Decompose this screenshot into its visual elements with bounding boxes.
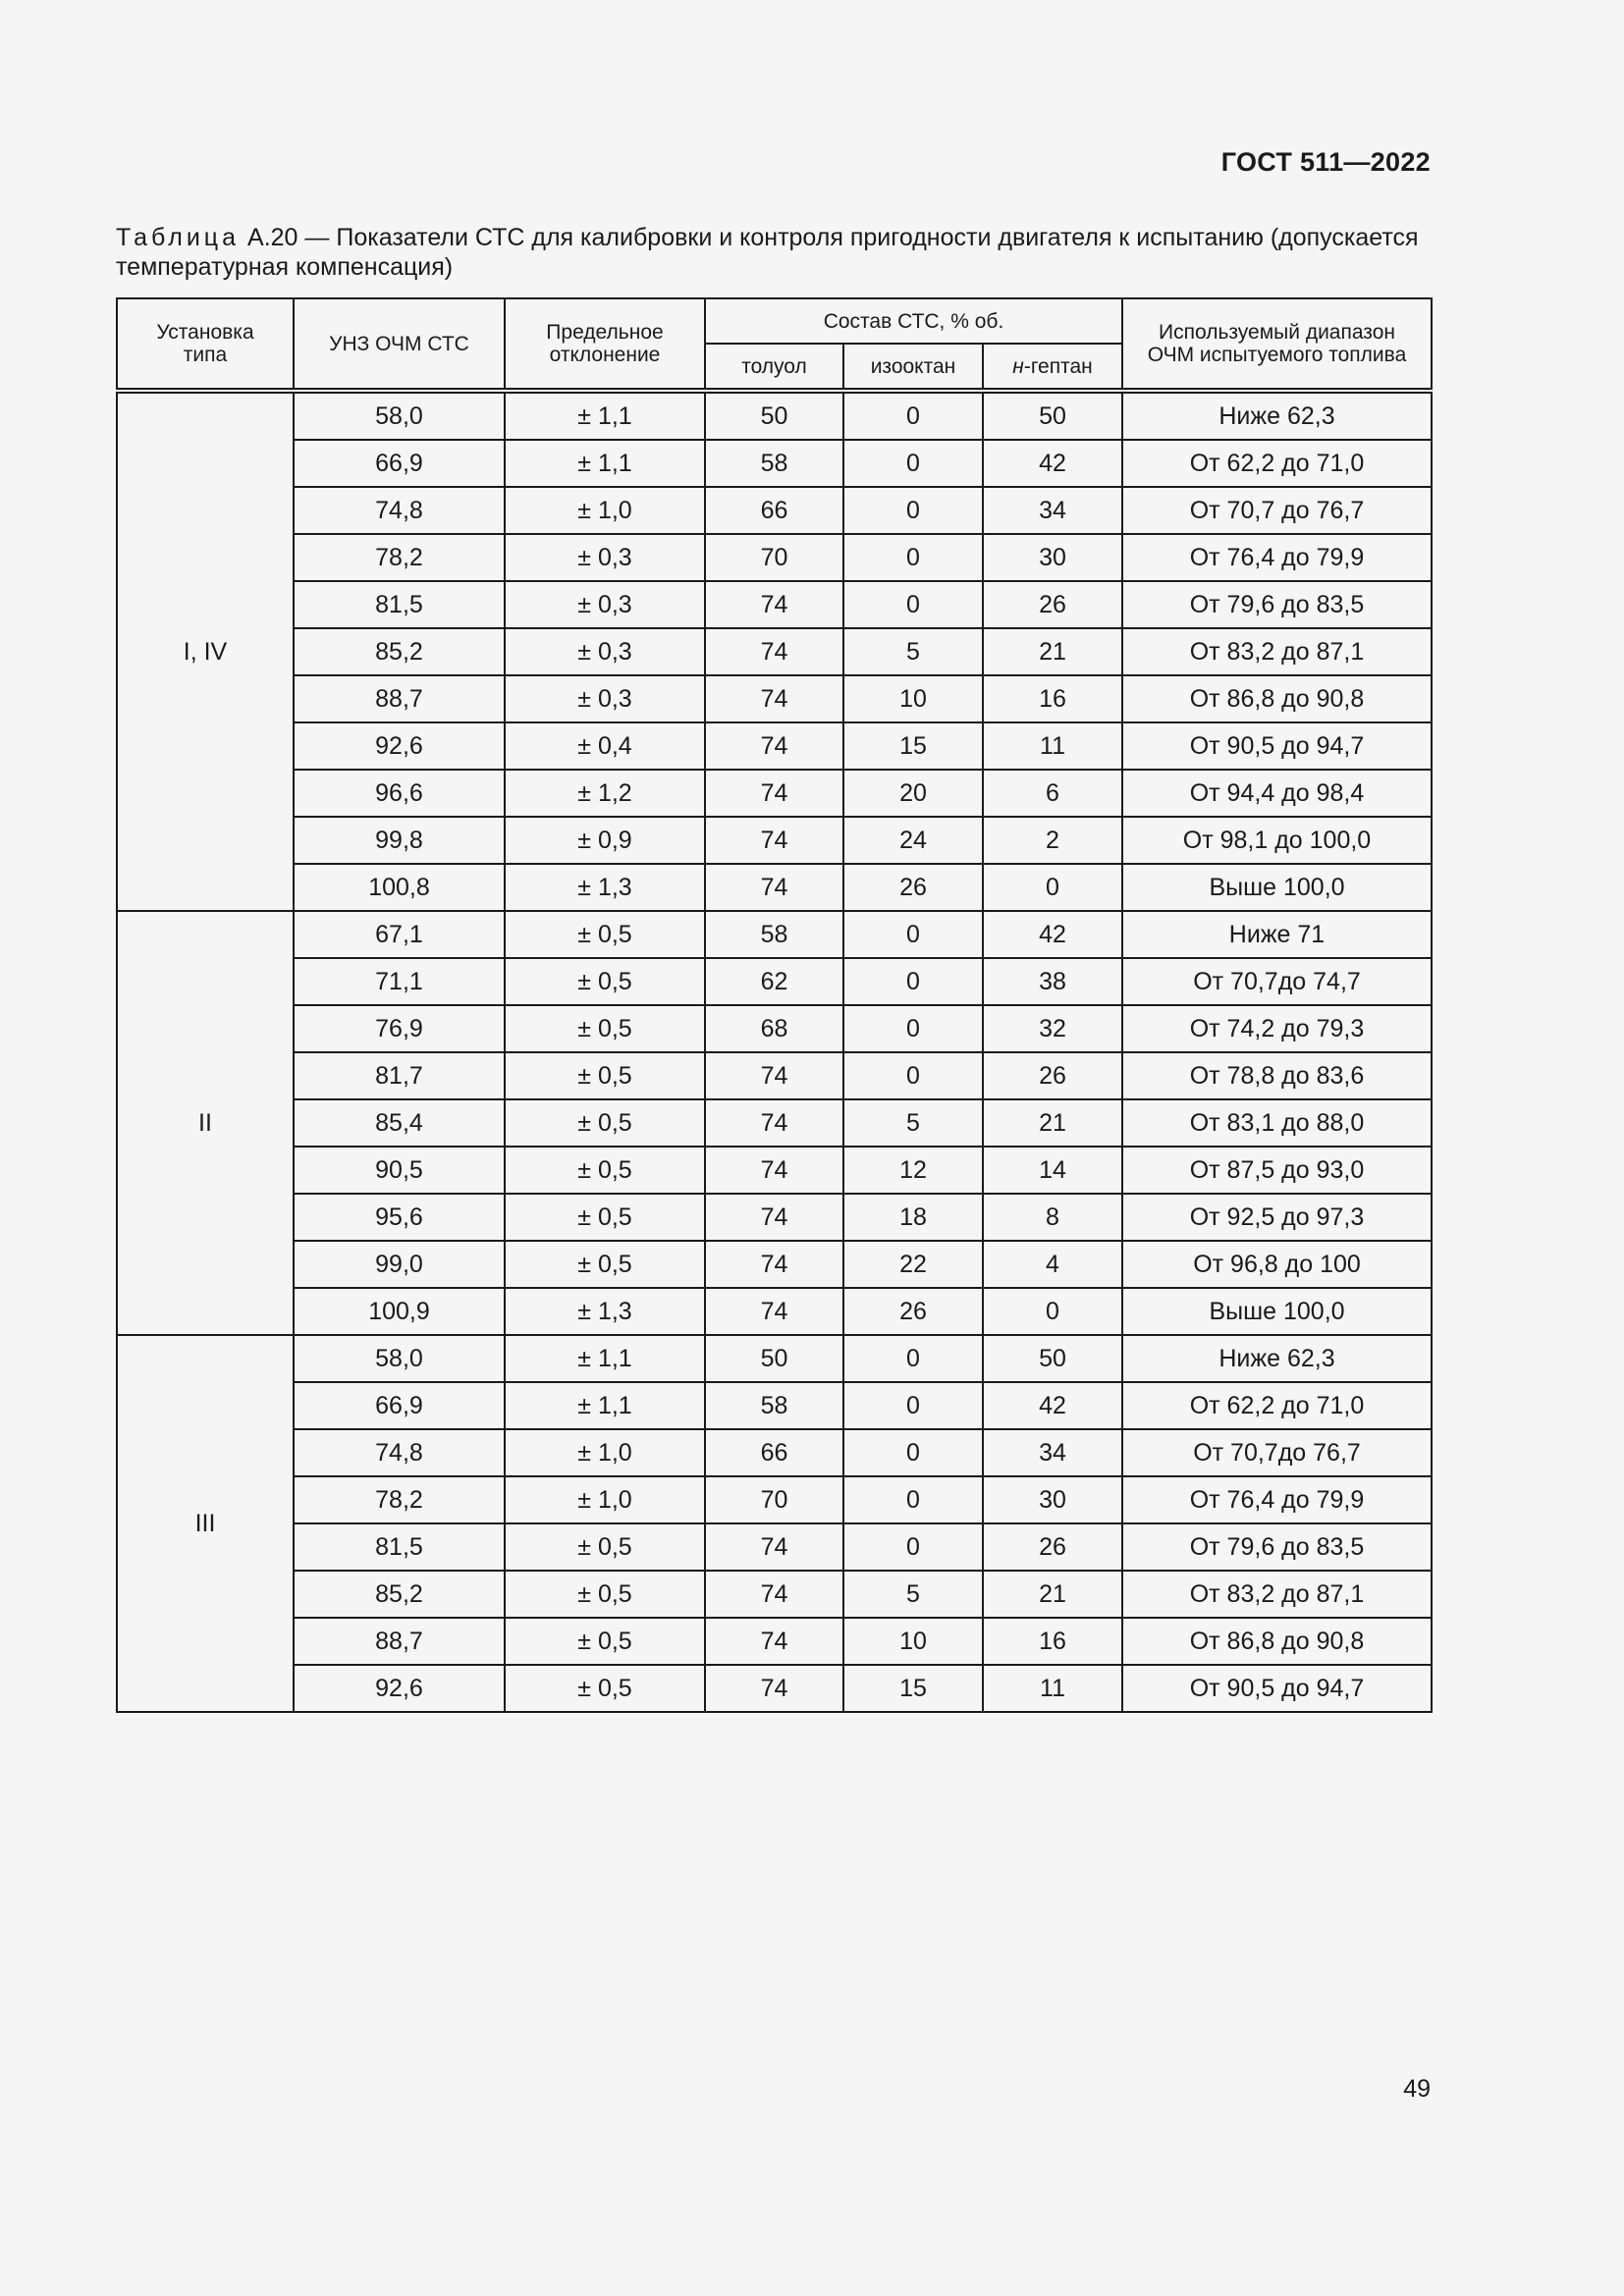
range-cell: От 94,4 до 98,4 [1122, 770, 1432, 817]
installation-type-cell: III [117, 1335, 294, 1712]
range-cell: От 83,2 до 87,1 [1122, 628, 1432, 675]
range-cell: От 74,2 до 79,3 [1122, 1005, 1432, 1052]
toluene-cell: 74 [705, 1523, 843, 1571]
uns-och-cell: 81,7 [294, 1052, 505, 1099]
heptane-cell: 26 [983, 581, 1122, 628]
heptane-cell: 30 [983, 1476, 1122, 1523]
deviation-cell: ± 1,1 [505, 1382, 705, 1429]
heptane-cell: 42 [983, 911, 1122, 958]
table-row [117, 581, 1432, 628]
range-cell: От 90,5 до 94,7 [1122, 722, 1432, 770]
range-cell: От 79,6 до 83,5 [1122, 581, 1432, 628]
table-row [117, 391, 1432, 440]
header-isooctane: изооктан [843, 344, 983, 391]
heptane-cell: 11 [983, 722, 1122, 770]
isooctane-cell: 20 [843, 770, 983, 817]
uns-och-cell: 88,7 [294, 1618, 505, 1665]
toluene-cell: 70 [705, 1476, 843, 1523]
uns-och-cell: 58,0 [294, 1335, 505, 1382]
deviation-cell: ± 0,3 [505, 581, 705, 628]
isooctane-cell: 0 [843, 581, 983, 628]
table-row [117, 1099, 1432, 1147]
table-row [117, 628, 1432, 675]
isooctane-cell: 0 [843, 391, 983, 440]
deviation-cell: ± 0,3 [505, 675, 705, 722]
heptane-cell: 42 [983, 440, 1122, 487]
toluene-cell: 74 [705, 1288, 843, 1335]
toluene-cell: 74 [705, 581, 843, 628]
isooctane-cell: 0 [843, 1523, 983, 1571]
isooctane-cell: 0 [843, 958, 983, 1005]
heptane-prefix: н [1012, 354, 1024, 378]
heptane-cell: 32 [983, 1005, 1122, 1052]
uns-och-cell: 81,5 [294, 1523, 505, 1571]
heptane-cell: 26 [983, 1052, 1122, 1099]
heptane-cell: 16 [983, 1618, 1122, 1665]
uns-och-cell: 85,2 [294, 1571, 505, 1618]
isooctane-cell: 15 [843, 722, 983, 770]
heptane-cell: 34 [983, 1429, 1122, 1476]
deviation-cell: ± 1,3 [505, 1288, 705, 1335]
range-cell: От 87,5 до 93,0 [1122, 1147, 1432, 1194]
range-cell: Выше 100,0 [1122, 1288, 1432, 1335]
table-row [117, 1429, 1432, 1476]
table-row [117, 1382, 1432, 1429]
toluene-cell: 58 [705, 911, 843, 958]
installation-type-cell: I, IV [117, 391, 294, 911]
table-row [117, 534, 1432, 581]
uns-och-cell: 88,7 [294, 675, 505, 722]
table-row [117, 440, 1432, 487]
deviation-cell: ± 1,1 [505, 391, 705, 440]
toluene-cell: 74 [705, 864, 843, 911]
range-cell: Ниже 62,3 [1122, 1335, 1432, 1382]
uns-och-cell: 99,8 [294, 817, 505, 864]
toluene-cell: 74 [705, 1571, 843, 1618]
table-row [117, 958, 1432, 1005]
table-row [117, 1571, 1432, 1618]
toluene-cell: 58 [705, 1382, 843, 1429]
uns-och-cell: 85,2 [294, 628, 505, 675]
heptane-cell: 38 [983, 958, 1122, 1005]
table-row [117, 1665, 1432, 1712]
uns-och-cell: 81,5 [294, 581, 505, 628]
deviation-cell: ± 1,1 [505, 1335, 705, 1382]
header-installation-type: Установка типа [117, 298, 294, 391]
range-cell: Ниже 71 [1122, 911, 1432, 958]
isooctane-cell: 0 [843, 1476, 983, 1523]
uns-och-cell: 92,6 [294, 1665, 505, 1712]
header-composition: Состав СТС, % об. [705, 298, 1122, 344]
toluene-cell: 70 [705, 534, 843, 581]
calibration-table [116, 297, 1433, 1713]
uns-och-cell: 58,0 [294, 391, 505, 440]
range-cell: Ниже 62,3 [1122, 391, 1432, 440]
range-cell: От 92,5 до 97,3 [1122, 1194, 1432, 1241]
toluene-cell: 74 [705, 1052, 843, 1099]
isooctane-cell: 22 [843, 1241, 983, 1288]
toluene-cell: 74 [705, 817, 843, 864]
header-heptane [983, 344, 1122, 391]
toluene-cell: 62 [705, 958, 843, 1005]
deviation-cell: ± 0,9 [505, 817, 705, 864]
uns-och-cell: 100,8 [294, 864, 505, 911]
isooctane-cell: 0 [843, 1335, 983, 1382]
deviation-cell: ± 1,1 [505, 440, 705, 487]
toluene-cell: 74 [705, 1618, 843, 1665]
deviation-cell: ± 0,5 [505, 1665, 705, 1712]
deviation-cell: ± 0,5 [505, 1147, 705, 1194]
heptane-cell: 0 [983, 864, 1122, 911]
heptane-cell: 6 [983, 770, 1122, 817]
heptane-cell: 34 [983, 487, 1122, 534]
range-cell: От 86,8 до 90,8 [1122, 1618, 1432, 1665]
toluene-cell: 74 [705, 1665, 843, 1712]
toluene-cell: 74 [705, 675, 843, 722]
toluene-cell: 74 [705, 628, 843, 675]
table-row [117, 817, 1432, 864]
toluene-cell: 74 [705, 1241, 843, 1288]
isooctane-cell: 5 [843, 1099, 983, 1147]
heptane-suffix: -гептан [1023, 354, 1093, 378]
uns-och-cell: 71,1 [294, 958, 505, 1005]
table-row [117, 1194, 1432, 1241]
isooctane-cell: 15 [843, 1665, 983, 1712]
isooctane-cell: 0 [843, 534, 983, 581]
header-deviation: Предельное отклонение [505, 298, 705, 391]
heptane-cell: 4 [983, 1241, 1122, 1288]
range-cell: От 76,4 до 79,9 [1122, 534, 1432, 581]
table-row [117, 1523, 1432, 1571]
deviation-cell: ± 0,5 [505, 958, 705, 1005]
isooctane-cell: 0 [843, 911, 983, 958]
table-row [117, 1147, 1432, 1194]
uns-och-cell: 78,2 [294, 534, 505, 581]
toluene-cell: 50 [705, 1335, 843, 1382]
deviation-cell: ± 0,5 [505, 1005, 705, 1052]
deviation-cell: ± 1,0 [505, 487, 705, 534]
toluene-cell: 58 [705, 440, 843, 487]
isooctane-cell: 18 [843, 1194, 983, 1241]
deviation-cell: ± 0,5 [505, 1194, 705, 1241]
isooctane-cell: 0 [843, 487, 983, 534]
uns-och-cell: 96,6 [294, 770, 505, 817]
isooctane-cell: 0 [843, 1429, 983, 1476]
table-row [117, 675, 1432, 722]
heptane-cell: 21 [983, 628, 1122, 675]
range-cell: От 90,5 до 94,7 [1122, 1665, 1432, 1712]
deviation-cell: ± 1,3 [505, 864, 705, 911]
toluene-cell: 74 [705, 770, 843, 817]
heptane-cell: 11 [983, 1665, 1122, 1712]
isooctane-cell: 5 [843, 628, 983, 675]
isooctane-cell: 0 [843, 440, 983, 487]
table-row [117, 1288, 1432, 1335]
table-row [117, 1052, 1432, 1099]
deviation-cell: ± 1,2 [505, 770, 705, 817]
heptane-cell: 8 [983, 1194, 1122, 1241]
uns-och-cell: 78,2 [294, 1476, 505, 1523]
toluene-cell: 74 [705, 1147, 843, 1194]
header-range: Используемый диапазон ОЧМ испытуемого топлива [1122, 298, 1432, 391]
range-cell: От 83,2 до 87,1 [1122, 1571, 1432, 1618]
table-row [117, 1335, 1432, 1382]
table-row [117, 1005, 1432, 1052]
range-cell: От 70,7 до 76,7 [1122, 487, 1432, 534]
range-cell: От 86,8 до 90,8 [1122, 675, 1432, 722]
range-cell: От 62,2 до 71,0 [1122, 440, 1432, 487]
isooctane-cell: 5 [843, 1571, 983, 1618]
deviation-cell: ± 0,3 [505, 534, 705, 581]
deviation-cell: ± 0,5 [505, 1523, 705, 1571]
table-row [117, 864, 1432, 911]
toluene-cell: 66 [705, 487, 843, 534]
heptane-cell: 14 [983, 1147, 1122, 1194]
isooctane-cell: 0 [843, 1005, 983, 1052]
page-number: 49 [1403, 2075, 1431, 2103]
isooctane-cell: 0 [843, 1382, 983, 1429]
document-code: ГОСТ 511—2022 [1220, 147, 1431, 177]
deviation-cell: ± 0,5 [505, 1099, 705, 1147]
table-caption-label: Таблица [116, 224, 241, 251]
heptane-cell: 16 [983, 675, 1122, 722]
uns-och-cell: 74,8 [294, 487, 505, 534]
table-row [117, 1476, 1432, 1523]
deviation-cell: ± 0,5 [505, 911, 705, 958]
range-cell: От 70,7до 76,7 [1122, 1429, 1432, 1476]
uns-och-cell: 74,8 [294, 1429, 505, 1476]
deviation-cell: ± 0,5 [505, 1571, 705, 1618]
range-cell: От 79,6 до 83,5 [1122, 1523, 1432, 1571]
heptane-cell: 42 [983, 1382, 1122, 1429]
deviation-cell: ± 0,3 [505, 628, 705, 675]
deviation-cell: ± 1,0 [505, 1429, 705, 1476]
heptane-cell: 26 [983, 1523, 1122, 1571]
heptane-cell: 2 [983, 817, 1122, 864]
table-row [117, 722, 1432, 770]
deviation-cell: ± 0,4 [505, 722, 705, 770]
range-cell: От 76,4 до 79,9 [1122, 1476, 1432, 1523]
table-row [117, 487, 1432, 534]
table-caption-text: А.20 — Показатели СТС для калибровки и контроля пригодности двигателя к испытанию (допускается температурная компенсация) [116, 224, 1419, 281]
deviation-cell: ± 1,0 [505, 1476, 705, 1523]
isooctane-cell: 12 [843, 1147, 983, 1194]
uns-och-cell: 95,6 [294, 1194, 505, 1241]
table-row [117, 770, 1432, 817]
heptane-cell: 30 [983, 534, 1122, 581]
deviation-cell: ± 0,5 [505, 1052, 705, 1099]
uns-och-cell: 90,5 [294, 1147, 505, 1194]
toluene-cell: 74 [705, 722, 843, 770]
toluene-cell: 50 [705, 391, 843, 440]
heptane-cell: 21 [983, 1099, 1122, 1147]
isooctane-cell: 26 [843, 1288, 983, 1335]
isooctane-cell: 10 [843, 675, 983, 722]
header-toluene: толуол [705, 344, 843, 391]
header-uns-och: УНЗ ОЧМ СТС [294, 298, 505, 391]
uns-och-cell: 67,1 [294, 911, 505, 958]
toluene-cell: 68 [705, 1005, 843, 1052]
heptane-cell: 0 [983, 1288, 1122, 1335]
range-cell: От 98,1 до 100,0 [1122, 817, 1432, 864]
uns-och-cell: 99,0 [294, 1241, 505, 1288]
table-caption [116, 223, 1432, 282]
range-cell: От 83,1 до 88,0 [1122, 1099, 1432, 1147]
heptane-cell: 50 [983, 1335, 1122, 1382]
isooctane-cell: 0 [843, 1052, 983, 1099]
toluene-cell: 74 [705, 1194, 843, 1241]
uns-och-cell: 92,6 [294, 722, 505, 770]
heptane-cell: 50 [983, 391, 1122, 440]
table-body [117, 391, 1432, 1712]
uns-och-cell: 100,9 [294, 1288, 505, 1335]
isooctane-cell: 24 [843, 817, 983, 864]
uns-och-cell: 66,9 [294, 1382, 505, 1429]
range-cell: От 70,7до 74,7 [1122, 958, 1432, 1005]
table-row [117, 1241, 1432, 1288]
deviation-cell: ± 0,5 [505, 1618, 705, 1665]
toluene-cell: 74 [705, 1099, 843, 1147]
heptane-cell: 21 [983, 1571, 1122, 1618]
table-row [117, 1618, 1432, 1665]
deviation-cell: ± 0,5 [505, 1241, 705, 1288]
table-row [117, 911, 1432, 958]
toluene-cell: 66 [705, 1429, 843, 1476]
range-cell: От 96,8 до 100 [1122, 1241, 1432, 1288]
range-cell: От 78,8 до 83,6 [1122, 1052, 1432, 1099]
range-cell: От 62,2 до 71,0 [1122, 1382, 1432, 1429]
uns-och-cell: 66,9 [294, 440, 505, 487]
uns-och-cell: 85,4 [294, 1099, 505, 1147]
installation-type-cell: II [117, 911, 294, 1335]
isooctane-cell: 10 [843, 1618, 983, 1665]
range-cell: Выше 100,0 [1122, 864, 1432, 911]
uns-och-cell: 76,9 [294, 1005, 505, 1052]
isooctane-cell: 26 [843, 864, 983, 911]
